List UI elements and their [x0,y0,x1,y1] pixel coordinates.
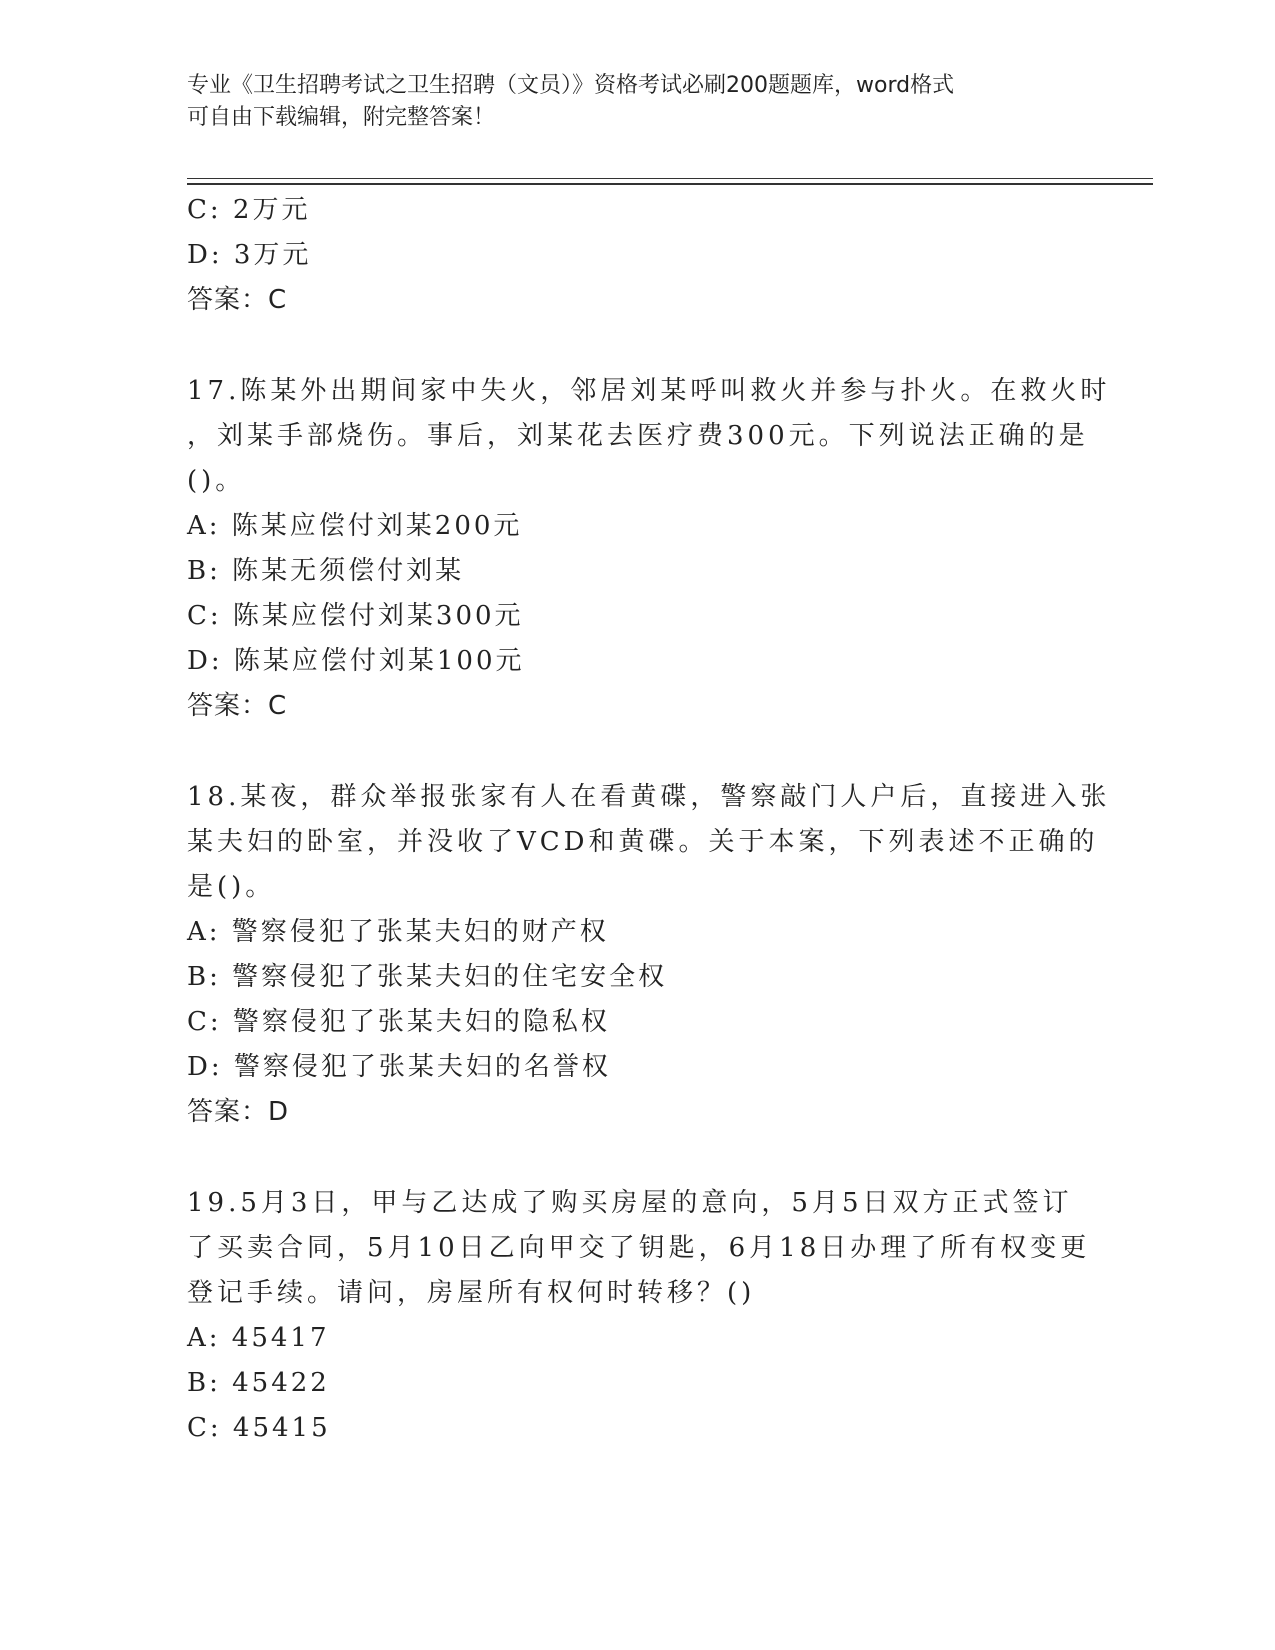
stem-line: 17.陈某外出期间家中失火，邻居刘某呼叫救火并参与扑火。在救火时 [187,376,1111,406]
option-c: C: 45415 [187,1413,331,1443]
answer-line: 答案：C [187,285,288,315]
option-a: A: 陈某应偿付刘某200元 [187,511,523,541]
option-a: A: 警察侵犯了张某夫妇的财产权 [187,917,609,947]
stem-line: 了买卖合同，5月10日乙向甲交了钥匙，6月18日办理了所有权变更 [187,1233,1091,1263]
stem-line: 18.某夜，群众举报张家有人在看黄碟，警察敲门人户后，直接进入张 [187,782,1111,812]
header-line-1: 专业《卫生招聘考试之卫生招聘（文员）》资格考试必刷200题题库，word格式 [187,73,955,98]
question-stem [187,369,1111,504]
question-stem [187,775,1111,910]
stem-line: ()。 [187,466,246,496]
option-b: B: 陈某无须偿付刘某 [187,556,465,586]
header-rule-thin [187,178,1153,179]
option-d: D: 警察侵犯了张某夫妇的名誉权 [187,1052,611,1082]
option-b: B: 警察侵犯了张某夫妇的住宅安全权 [187,962,668,992]
question-19 [187,1181,1091,1451]
option-d: D: 陈某应偿付刘某100元 [187,646,525,676]
stem-line: 某夫妇的卧室，并没收了VCD和黄碟。关于本案，下列表述不正确的 [187,827,1099,857]
question-17 [187,369,1111,729]
stem-line: ，刘某手部烧伤。事后，刘某花去医疗费300元。下列说法正确的是 [187,421,1089,451]
option-c: C: 2万元 [187,195,311,225]
question-stem [187,1181,1091,1316]
question-18 [187,775,1111,1135]
header-rule-thick [187,183,1153,185]
document-header [187,70,1067,134]
stem-line: 19.5月3日，甲与乙达成了购买房屋的意向，5月5日双方正式签订 [187,1188,1073,1218]
option-a: A: 45417 [187,1323,330,1353]
stem-line: 是()。 [187,872,276,902]
option-d: D: 3万元 [187,240,312,270]
option-c: C: 警察侵犯了张某夫妇的隐私权 [187,1007,610,1037]
stem-line: 登记手续。请问，房屋所有权何时转移？() [187,1278,756,1308]
question-content [187,188,1111,1451]
header-line-2: 可自由下载编辑，附完整答案！ [187,105,496,130]
option-c: C: 陈某应偿付刘某300元 [187,601,524,631]
previous-question-block [187,188,1087,323]
option-b: B: 45422 [187,1368,330,1398]
answer-line: 答案：D [187,1097,290,1127]
answer-line: 答案：C [187,691,288,721]
